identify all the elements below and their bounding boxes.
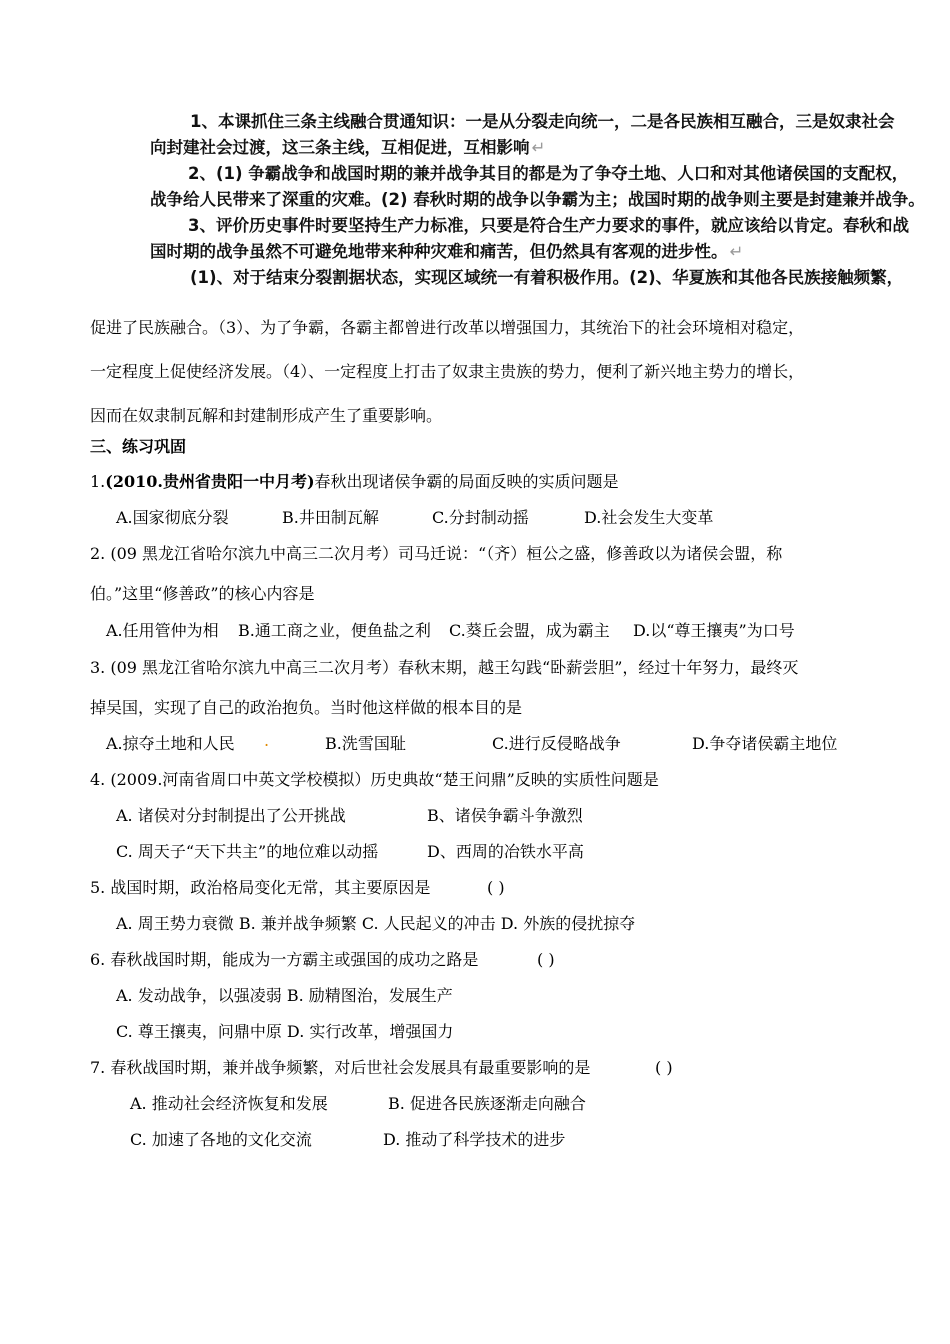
question-7-option-d: D. 推动了科学技术的进步 (383, 1130, 566, 1149)
body-line-2: 一定程度上促使经济发展。（4）、一定程度上打击了奴隶主贵族的势力，便利了新兴地主势力的增长， (90, 362, 805, 381)
question-1-source: (2010.贵州省贵阳一中月考) (105, 472, 315, 491)
question-1-option-b: B.井田制瓦解 (282, 508, 379, 527)
question-7-option-b: B. 促进各民族逐渐走向融合 (388, 1094, 586, 1113)
question-1-option-a: A.国家彻底分裂 (116, 508, 229, 527)
summary-point-3-line-1: 3、评价历史事件时要坚持生产力标准，只要是符合生产力要求的事件，就应该给以肯定。春秋和战 (188, 216, 909, 235)
question-2-stem-line-1: 2. (09 黑龙江省哈尔滨九中高三二次月考）司马迁说：“（齐）桓公之盛，修善政以为诸侯会盟，称 (90, 544, 783, 563)
paragraph-mark-icon: ↵ (729, 242, 744, 261)
question-3-stem-line-2: 掉吴国，实现了自己的政治抱负。当时他这样做的根本目的是 (90, 698, 523, 717)
question-3-option-a: A.掠夺土地和人民 (106, 734, 235, 753)
question-4-option-a: A. 诸侯对分封制提出了公开挑战 (116, 806, 346, 825)
question-5-options: A. 周王势力衰微 B. 兼并战争频繁 C. 人民起义的冲击 D. 外族的侵扰掠夺 (116, 914, 636, 933)
question-3-option-b: B.洗雪国耻 (325, 734, 406, 753)
question-6-options-ab: A. 发动战争，以强凌弱 B. 励精图治，发展生产 (116, 986, 453, 1005)
question-3-option-c: C.进行反侵略战争 (492, 734, 621, 753)
paragraph-mark-icon: ↵ (531, 138, 546, 157)
question-1-option-c: C.分封制动摇 (432, 508, 529, 527)
question-2-stem-line-2: 伯。”这里“修善政”的核心内容是 (90, 584, 315, 603)
question-6-options-cd: C. 尊王攘夷，问鼎中原 D. 实行改革，增强国力 (116, 1022, 454, 1041)
question-5-answer-blank: ( ) (487, 878, 505, 897)
question-2-option-b: B.通工商之业，便鱼盐之利 (238, 621, 431, 640)
stray-dot: . (264, 731, 270, 750)
body-line-1: 促进了民族融合。（3）、为了争霸，各霸主都曾进行改革以增强国力，其统治下的社会环境相对稳定， (90, 318, 805, 337)
question-4-option-b: B、诸侯争霸斗争激烈 (427, 806, 583, 825)
question-4-stem: 4. (2009.河南省周口中英文学校模拟）历史典故“楚王问鼎”反映的实质性问题是 (90, 770, 659, 789)
summary-point-4: (1)、对于结束分裂割据状态，实现区域统一有着积极作用。(2)、华夏族和其他各民族接触频繁， (190, 268, 904, 287)
question-3-stem-line-1: 3. (09 黑龙江省哈尔滨九中高三二次月考）春秋末期，越王勾践“卧薪尝胆”，经过十年努力，最终灭 (90, 658, 799, 677)
summary-point-2-line-2: 战争给人民带来了深重的灾难。(2) 春秋时期的战争以争霸为主；战国时期的战争则主要是封建兼并战争。 (150, 190, 925, 209)
question-2-option-a: A.任用管仲为相 (106, 621, 219, 640)
question-4-option-d: D、西周的冶铁水平高 (427, 842, 584, 861)
question-1-option-d: D.社会发生大变革 (584, 508, 714, 527)
question-7-option-a: A. 推动社会经济恢复和发展 (130, 1094, 328, 1113)
question-7-stem: 7. 春秋战国时期，兼并战争频繁，对后世社会发展具有最重要影响的是 (90, 1058, 591, 1077)
question-7-answer-blank: ( ) (655, 1058, 673, 1077)
summary-point-3-line-2: 国时期的战争虽然不可避免地带来种种灾难和痛苦，但仍然具有客观的进步性。 ↵ (150, 242, 744, 261)
summary-point-1-line-1: 1、本课抓住三条主线融合贯通知识：一是从分裂走向统一，二是各民族相互融合，三是奴隶社会 (190, 112, 895, 131)
question-7-option-c: C. 加速了各地的文化交流 (130, 1130, 312, 1149)
section-title: 三、练习巩固 (90, 437, 187, 456)
question-4-option-c: C. 周天子“天下共主”的地位难以动摇 (116, 842, 379, 861)
question-5-stem: 5. 战国时期，政治格局变化无常，其主要原因是 (90, 878, 431, 897)
question-3-option-d: D.争夺诸侯霸主地位 (692, 734, 838, 753)
body-line-3: 因而在奴隶制瓦解和封建制形成产生了重要影响。 (90, 406, 443, 425)
question-2-option-c: C.葵丘会盟，成为霸主 (449, 621, 610, 640)
question-2-option-d: D.以“尊王攘夷”为口号 (633, 621, 795, 640)
summary-point-2-line-1: 2、(1) 争霸战争和战国时期的兼并战争其目的都是为了争夺土地、人口和对其他诸侯国的支配权， (188, 164, 909, 183)
summary-point-1-line-2: 向封建社会过渡，这三条主线，互相促进，互相影响 ↵ (150, 138, 546, 157)
question-1-stem: 1.(2010.贵州省贵阳一中月考)春秋出现诸侯争霸的局面反映的实质问题是 (90, 472, 619, 491)
question-6-stem: 6. 春秋战国时期，能成为一方霸主或强国的成功之路是 (90, 950, 479, 969)
question-6-answer-blank: ( ) (537, 950, 555, 969)
